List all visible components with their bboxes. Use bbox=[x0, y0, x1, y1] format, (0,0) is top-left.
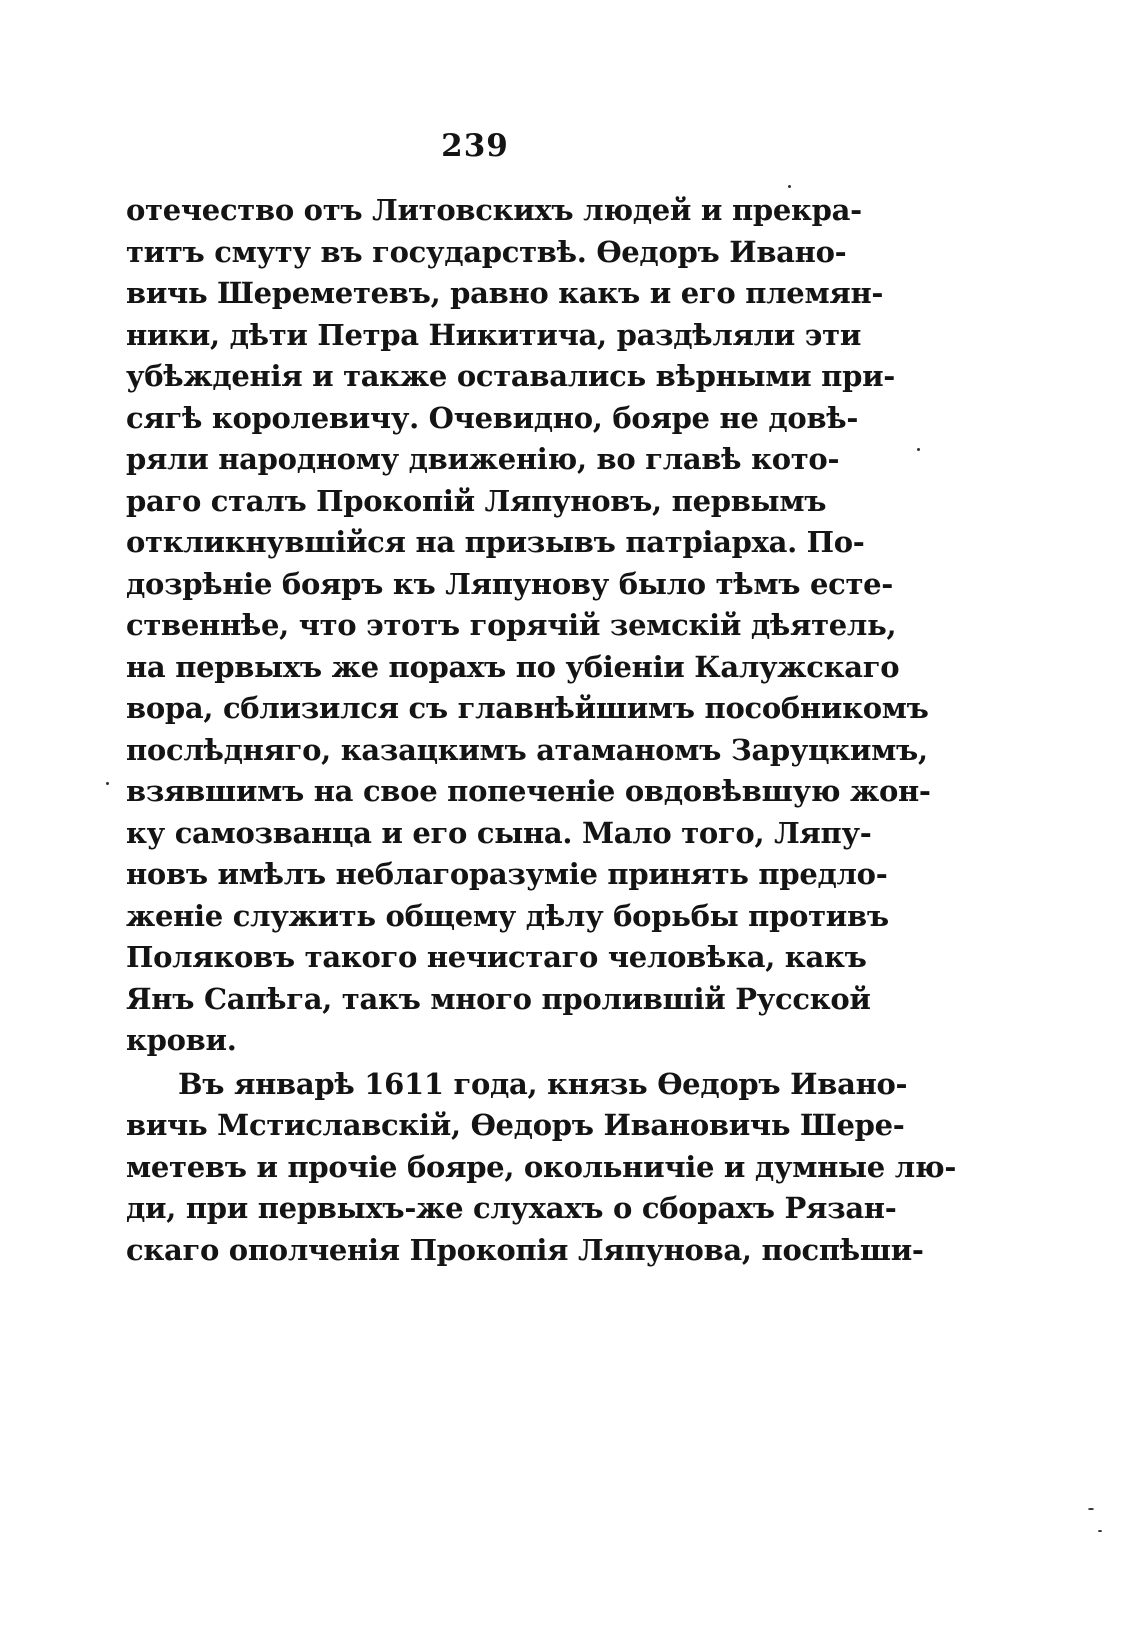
text-line: сягѣ королевичу. Очевидно, бояре не довѣ- bbox=[126, 400, 859, 435]
text-line: Янъ Сапѣга, такъ много пролившій Русской bbox=[126, 981, 871, 1016]
paragraph-2 bbox=[126, 1064, 957, 1272]
text-line: вичь Шереметевъ, равно какъ и его племян- bbox=[126, 276, 884, 310]
text-line: отечество отъ Литовскихъ людей и прекра- bbox=[126, 193, 862, 227]
text-line: Поляковъ такого нечистаго человѣка, какъ bbox=[126, 940, 867, 974]
print-speck bbox=[917, 448, 920, 451]
body-text bbox=[126, 190, 957, 1271]
text-line: на первыхъ же порахъ по убіеніи Калужскаго bbox=[126, 649, 900, 684]
text-line: раго сталъ Прокопій Ляпуновъ, первымъ bbox=[126, 483, 827, 518]
print-speck bbox=[788, 185, 791, 188]
text-line: крови. bbox=[126, 1023, 237, 1057]
page-number: 239 bbox=[441, 128, 509, 164]
text-line: послѣдняго, казацкимъ атаманомъ Заруцкимъ, bbox=[126, 732, 928, 767]
text-line: ку самозванца и его сына. Мало того, Ляпу- bbox=[126, 815, 872, 850]
print-speck bbox=[1098, 1530, 1102, 1532]
text-line: ди, при первыхъ-же слухахъ о сборахъ Рязан- bbox=[126, 1191, 897, 1225]
print-speck bbox=[1088, 1508, 1094, 1510]
text-line: взявшимъ на свое попеченіе овдовѣвшую жон- bbox=[126, 774, 931, 808]
text-line: титъ смуту въ государствѣ. Ѳедоръ Ивано- bbox=[126, 234, 847, 269]
text-line: ственнѣе, что этотъ горячій земскій дѣятель, bbox=[126, 608, 897, 642]
paragraph-1 bbox=[126, 190, 931, 1062]
text-line: скаго ополченія Прокопія Ляпунова, поспѣши- bbox=[126, 1232, 924, 1267]
text-line: вора, сблизился съ главнѣйшимъ пособникомъ bbox=[126, 691, 929, 725]
text-line: ники, дѣти Петра Никитича, раздѣляли эти bbox=[126, 317, 862, 352]
text-line: метевъ и прочіе бояре, окольничіе и думные лю- bbox=[126, 1149, 957, 1184]
text-line: женіе служить общему дѣлу борьбы противъ bbox=[126, 898, 889, 933]
text-line: убѣжденія и также оставались вѣрными при- bbox=[126, 359, 896, 393]
text-line: ряли народному движенію, во главѣ кото- bbox=[126, 442, 840, 476]
text-line: новъ имѣлъ неблагоразуміе принять предло- bbox=[126, 857, 888, 891]
text-line: откликнувшійся на призывъ патріарха. По- bbox=[126, 525, 865, 559]
text-line: Въ январѣ 1611 года, князь Ѳедоръ Ивано- bbox=[178, 1066, 908, 1101]
text-line: дозрѣніе бояръ къ Ляпунову было тѣмъ есте- bbox=[126, 566, 894, 601]
text-line: вичь Мстиславскій, Ѳедоръ Ивановичь Шере- bbox=[126, 1108, 905, 1142]
print-speck bbox=[106, 782, 109, 785]
